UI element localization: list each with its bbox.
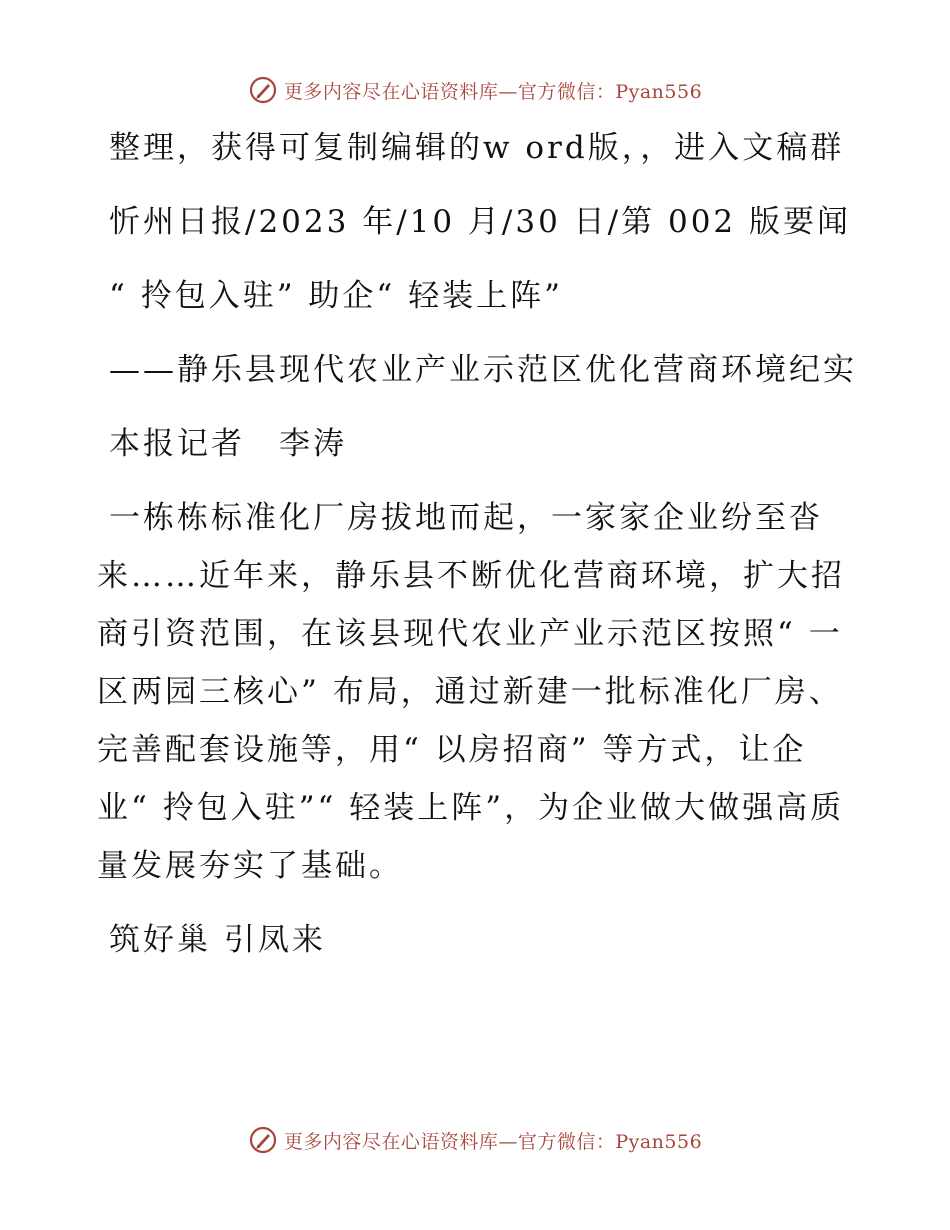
pen-seal-icon (248, 1125, 278, 1155)
article-byline: 本报记者 李涛 (109, 426, 347, 462)
article-title: “ 拎包入驻” 助企“ 轻装上阵” (109, 278, 563, 314)
document-body (97, 119, 857, 985)
watermark-text: 更多内容尽在心语资料库—官方微信：Pyan556 (283, 80, 703, 103)
pen-seal-icon (248, 75, 278, 105)
footer-watermark (0, 1120, 950, 1160)
section-heading: 筑好巢 引凤来 (109, 922, 326, 958)
article-subtitle: ——静乐县现代农业产业示范区优化营商环境纪实 (109, 352, 857, 388)
doc-paragraph: 一栋栋标准化厂房拔地而起，一家家企业纷至沓来……近年来，静乐县不断优化营商环境，扩大招商引资范围，在该县现代农业产业示范区按照“ 一区两园三核心” 布局，通过新建一批标准化厂房、完善配套设施等，用“ 以房招商” 等方式，让企业“ 拎包入驻”“ 轻装上阵”，为企业做大做强高质量发展夯实了基础。 (97, 500, 845, 884)
doc-paragraph: 整理，获得可复制编辑的w ord版，，进入文稿群 (109, 130, 845, 166)
watermark-text: 更多内容尽在心语资料库—官方微信：Pyan556 (283, 1130, 703, 1153)
doc-paragraph: 忻州日报/2023 年/10 月/30 日/第 002 版要闻 (109, 204, 852, 240)
header-watermark (0, 70, 950, 110)
